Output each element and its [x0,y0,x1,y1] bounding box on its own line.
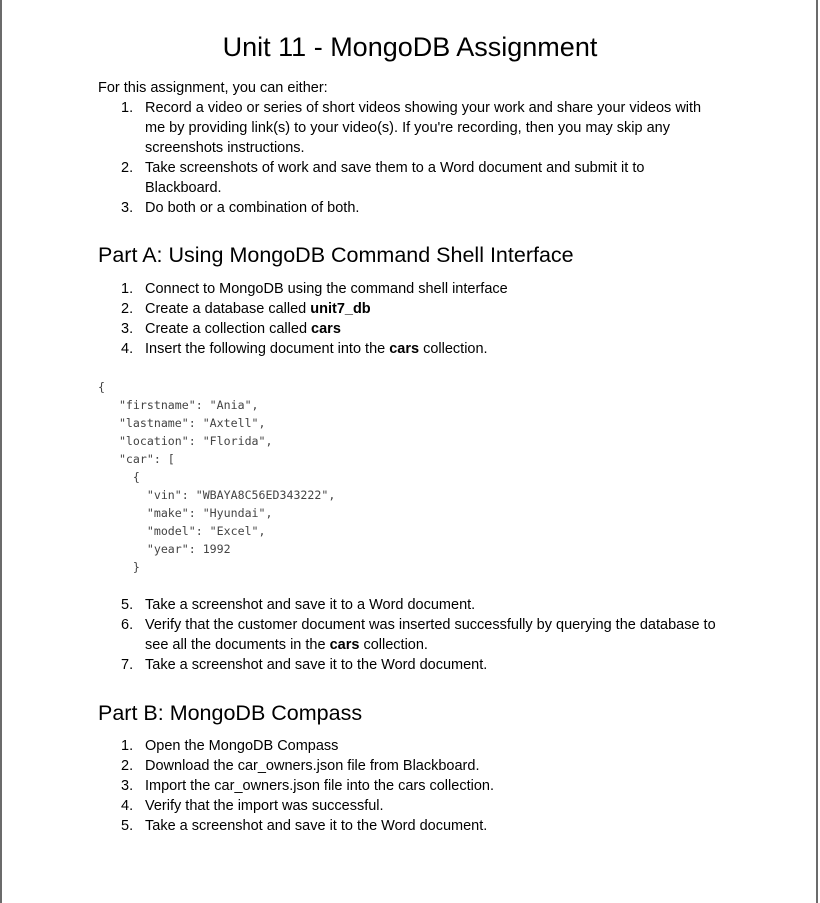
list-item: 1. Open the MongoDB Compass [121,738,339,754]
list-item: 2. Download the car_owners.json file from Blackboard. [121,758,480,774]
list-item: 7. Take a screenshot and save it to the Word document. [121,657,488,673]
intro-text: For this assignment, you can either: [98,80,328,96]
list-item: 5. Take a screenshot and save it to a Word document. [121,597,476,613]
list-item: 3. Do both or a combination of both. [121,200,360,216]
part-b-steps [98,736,725,836]
list-item: 4. Insert the following document into the cars collection. [121,341,488,357]
page-title: Unit 11 - MongoDB Assignment [222,32,598,62]
part-a-steps [98,279,725,359]
part-b-heading: Part B: MongoDB Compass [98,701,363,725]
part-a-steps-continued [98,595,725,675]
list-item: 6. Verify that the customer document was inserted successfully by querying the database to see all the documents in the cars collection. [121,617,716,653]
list-item: 5. Take a screenshot and save it to the Word document. [121,818,488,834]
part-a-heading: Part A: Using MongoDB Command Shell Interface [98,243,574,267]
intro-list [98,98,725,218]
list-item: 1. Connect to MongoDB using the command shell interface [121,281,508,297]
list-item: 4. Verify that the import was successful. [121,798,384,814]
list-item: 2. Create a database called unit7_db [121,301,371,317]
list-item: 1. Record a video or series of short videos showing your work and share your videos with me by providing link(s) to your video(s). If you're recording, then you may skip any screenshots instructions. [121,100,702,156]
list-item: 2. Take screenshots of work and save them to a Word document and submit it to Blackboard. [121,160,645,196]
list-item: 3. Import the car_owners.json file into the cars collection. [121,778,494,794]
json-code-block: { "firstname": "Ania", "lastname": "Axtell", "location": "Florida", "car": [ { "vin": "WBAYA8C56ED343222", "make": "Hyundai", "model": "Excel", "year": 1992 } [98,380,336,574]
list-item: 3. Create a collection called cars [121,321,341,337]
